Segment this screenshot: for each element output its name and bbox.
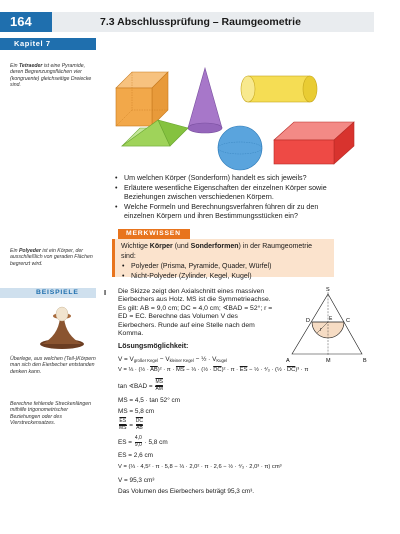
f6-num2: $\overline{DC}$ bbox=[135, 418, 144, 424]
merkwissen-intro-mid: (und bbox=[172, 243, 191, 250]
formula-volume-numeric: V = (⅓ · 4,5² · π · 5,8 − ⅓ · 2,0² · π · 2,6 − ½ · ⁴⁄₃ · 2,0³ · π) cm³ bbox=[118, 464, 282, 470]
f6-frac1 bbox=[119, 419, 127, 431]
examples-label: BEISPIELE bbox=[0, 288, 96, 298]
merkwissen-box bbox=[112, 239, 334, 280]
f1-sub2: kleiner Kegel bbox=[169, 358, 194, 363]
label-r: r bbox=[320, 327, 322, 333]
label-D: D bbox=[306, 318, 310, 324]
cone-shape bbox=[188, 68, 222, 133]
f1b: − V bbox=[158, 356, 170, 363]
merkwissen-intro bbox=[121, 242, 328, 262]
f3-num: $\overline{MS}$ bbox=[155, 379, 163, 385]
header-gap bbox=[374, 12, 400, 32]
merkwissen-item: • Polyeder (Prisma, Pyramide, Quader, Würfel) bbox=[121, 262, 328, 272]
f1-sub3: Kugel bbox=[216, 358, 228, 363]
example-number: I bbox=[104, 288, 107, 297]
polyeder-note-text: ist ein Körper, der ausschließlich von geraden Flächen begrenzt wird. bbox=[10, 248, 93, 267]
tetraeder-term: Tetraeder bbox=[18, 63, 43, 69]
f7-post: · 5,8 cm bbox=[144, 438, 168, 446]
label-C: C bbox=[346, 318, 350, 324]
solution-heading: Lösungsmöglichkeit: bbox=[118, 343, 189, 350]
polyeder-note-pre: Ein bbox=[10, 248, 19, 254]
f1-sub1: großer Kegel bbox=[133, 358, 159, 363]
cylinder-shape bbox=[241, 76, 317, 102]
formula-result: V = 95,3 cm³ bbox=[118, 477, 155, 484]
tetraeder-note-pre: Ein bbox=[10, 63, 19, 69]
question-item: • Erläutere wesentliche Eigenschaften der einzelnen Körper sowie Beziehungen zwischen verschiedenen Körpern. bbox=[114, 184, 340, 202]
merkwissen-term-koerper: Körper bbox=[149, 243, 173, 250]
cube-shape bbox=[116, 72, 168, 126]
polyeder-term: Polyeder bbox=[18, 248, 41, 254]
question-item: • Welche Formeln und Berechnungsverfahren führen dir zu den einzelnen Körpern und ihren Bestimmungsstücken ein? bbox=[114, 203, 340, 221]
formula-es-2: ES = 2,6 cm bbox=[118, 452, 153, 459]
axial-section-sketch bbox=[284, 286, 372, 366]
merkwissen-item: • Nicht-Polyeder (Zylinder, Kegel, Kugel) bbox=[121, 272, 328, 282]
f6-den2: AB bbox=[136, 424, 143, 431]
label-M: M bbox=[326, 358, 331, 364]
page-title: 7.3 Abschlussprüfung – Raumgeometrie bbox=[100, 16, 301, 28]
merkwissen-label: MERKWISSEN bbox=[118, 229, 190, 239]
formula-es-1 bbox=[118, 436, 168, 448]
formula-volume-general bbox=[118, 356, 227, 363]
f7-num: 4,0 bbox=[134, 435, 142, 441]
f3: tan ∢BAD = bbox=[118, 382, 153, 390]
hint-2: Berechne fehlende Streckenlängen mithilfe trigonometrischer Beziehungen oder des Vierstreckensatzes. bbox=[10, 401, 92, 427]
f6-den1: MS bbox=[119, 424, 127, 431]
tetraeder-note bbox=[10, 63, 98, 89]
answer-sentence: Das Volumen des Eierbechers beträgt 95,3 cm³. bbox=[118, 488, 255, 495]
merkwissen-intro-pre: Wichtige bbox=[121, 243, 150, 250]
egg-cup-photo bbox=[38, 306, 86, 350]
sphere-shape bbox=[218, 126, 262, 170]
tetraeder-note-text: ist eine Pyramide, deren Begrenzungsflächen vier (kongruente) gleichseitige Dreiecke sind. bbox=[10, 63, 92, 89]
label-E: E bbox=[329, 316, 333, 322]
f7-den: 9,0 bbox=[134, 441, 142, 448]
formula-volume-expanded: V = ⅓ · (½ · $\overline{AB})^2 \cdot \pi \cdot \overline{MS}$ − ⅓ · (½ · $\overline{DC})^2 \cdot \pi \cdot \overline{ES}$ − ½ · ⁴⁄₃ · (½ · $\overline{DC})^3 \cdot \pi$ bbox=[118, 367, 309, 373]
solids-illustration bbox=[110, 62, 360, 172]
f6-frac2 bbox=[136, 419, 143, 431]
f6-num1: $\overline{ES}$ bbox=[119, 418, 127, 424]
formula-tan bbox=[118, 380, 164, 392]
formula-ratio: $\frac{\overline{ES}}{MS}$ = $\frac{\overline{DC}}{AB}$ bbox=[119, 418, 144, 431]
chapter-label: Kapitel 7 bbox=[0, 38, 96, 50]
f1a: V = V bbox=[118, 356, 134, 363]
f1c: − ½ · V bbox=[193, 356, 217, 363]
f7-pre: ES = bbox=[118, 438, 133, 446]
polyeder-note bbox=[10, 248, 98, 267]
label-B: B bbox=[363, 358, 367, 364]
merkwissen-intro-post: ) in der Raumgeometrie sind: bbox=[121, 243, 313, 260]
question-list bbox=[114, 174, 340, 222]
formula-ms-1: MS = 4,5 · tan 52° cm bbox=[118, 397, 181, 404]
f3-fraction bbox=[155, 380, 163, 392]
hint-1: Überlege, aus welchen (Teil-)Körpern man sich den Eierbecher entstanden denken kann. bbox=[10, 356, 96, 375]
f7-frac bbox=[135, 436, 142, 448]
page-number: 164 bbox=[0, 12, 52, 32]
label-S: S bbox=[326, 287, 330, 293]
merkwissen-term-sonderformen: Sonderformen bbox=[190, 243, 239, 250]
question-item: • Um welchen Körper (Sonderform) handelt es sich jeweils? bbox=[114, 174, 340, 183]
example-text: Die Skizze zeigt den Axialschnitt eines massiven Eierbechers aus Holz. MS ist die Symmetrieachse. Es gilt: AB = 9,0 cm; DC = 4,0 cm; ∢BAD = 52°; r = ED = EC. Berechne das Volumen V des Eierbechers. Runde auf eine Stelle nach dem Komma. bbox=[118, 288, 273, 338]
formula-ms-2: MS = 5,8 cm bbox=[118, 408, 155, 415]
f3-den: AM bbox=[155, 385, 163, 392]
label-A: A bbox=[286, 358, 290, 364]
cuboid-shape bbox=[274, 122, 354, 164]
